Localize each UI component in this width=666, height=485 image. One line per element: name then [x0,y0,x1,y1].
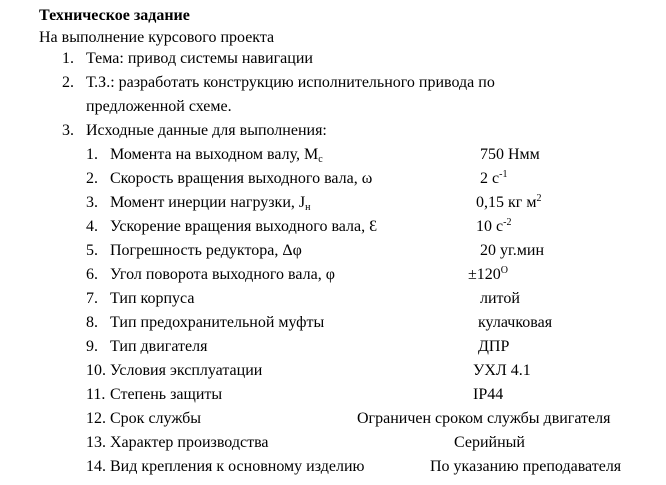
parameter-value: 750 Нмм [480,146,540,163]
parameter-number: 11. [86,386,106,403]
parameter-value: 2 $с^{-1}$ [480,169,508,187]
parameter-name-subscript: н [305,202,311,213]
parameter-number: 13. [86,434,106,451]
parameter-value-superscript: O [500,265,509,276]
parameter-name: Погрешность редуктора, Δφ [110,242,302,259]
parameter-number: 9. [86,338,98,355]
section-text-continued: предложенной схеме. [86,98,232,115]
parameter-number: 3. [86,194,98,211]
parameter-value: По указанию преподавателя [430,458,622,475]
section-text: Т.З.: разработать конструкцию исполнительного привода по [86,74,495,91]
section-number: 2. [62,74,74,91]
section-text: Исходные данные для выполнения: [86,122,327,139]
parameter-value: Ограничен сроком службы двигателя [357,410,611,427]
parameter-number: 5. [86,242,98,259]
parameter-name: Вид крепления к основному изделию [110,458,365,475]
parameter-value: $\pm 120^O$ [468,265,509,283]
parameter-number: 12. [86,410,106,427]
parameter-name: Срок службы [110,410,202,427]
parameter-name: Ускорение вращения выходного вала, Ɛ [110,218,378,235]
parameter-value-superscript: 2 [536,193,542,204]
parameter-number: 7. [86,290,98,307]
section-text: Тема: привод системы навигации [86,50,313,67]
parameter-name: Условия эксплуатации [110,362,263,379]
parameter-value-superscript: -2 [503,217,512,228]
parameter-value: Серийный [454,434,525,451]
parameter-name: Характер производства [110,434,269,451]
parameter-value: 20 уг.мин [480,242,545,259]
parameter-name: Момента на выходном валу, $М_с$ [110,146,323,165]
parameter-value: 10 $с^{-2}$ [476,217,512,235]
parameter-number: 4. [86,218,98,235]
parameter-name: Момент инерции нагрузки, $J_н$ [110,194,311,213]
parameter-value: IP44 [473,386,504,403]
parameter-number: 6. [86,266,98,283]
parameter-value: ДПР [478,338,510,355]
parameter-number: 8. [86,314,98,331]
parameter-number: 1. [86,146,98,163]
parameter-name: Угол поворота выходного вала, φ [110,266,335,283]
parameter-name: Тип корпуса [110,290,195,307]
parameter-number: 10. [86,362,106,379]
parameter-name: Скорость вращения выходного вала, ω [110,170,373,187]
parameter-value: кулачковая [478,314,553,331]
parameter-name-subscript: с [318,154,323,165]
parameter-number: 14. [86,458,106,475]
parameter-name: Тип двигателя [110,338,208,355]
document-subtitle: На выполнение курсового проекта [39,29,275,46]
parameter-value-superscript: -1 [499,169,508,180]
parameter-value: литой [480,290,520,307]
parameter-value: 0,15 кг $м^2$ [476,193,542,211]
section-number: 1. [62,50,74,67]
section-number: 3. [62,122,74,139]
parameter-value: УХЛ 4.1 [473,362,531,379]
parameter-name: Тип предохранительной муфты [110,314,325,331]
document-title: Техническое задание [39,7,190,24]
parameter-number: 2. [86,170,98,187]
parameter-name: Степень защиты [110,386,223,403]
